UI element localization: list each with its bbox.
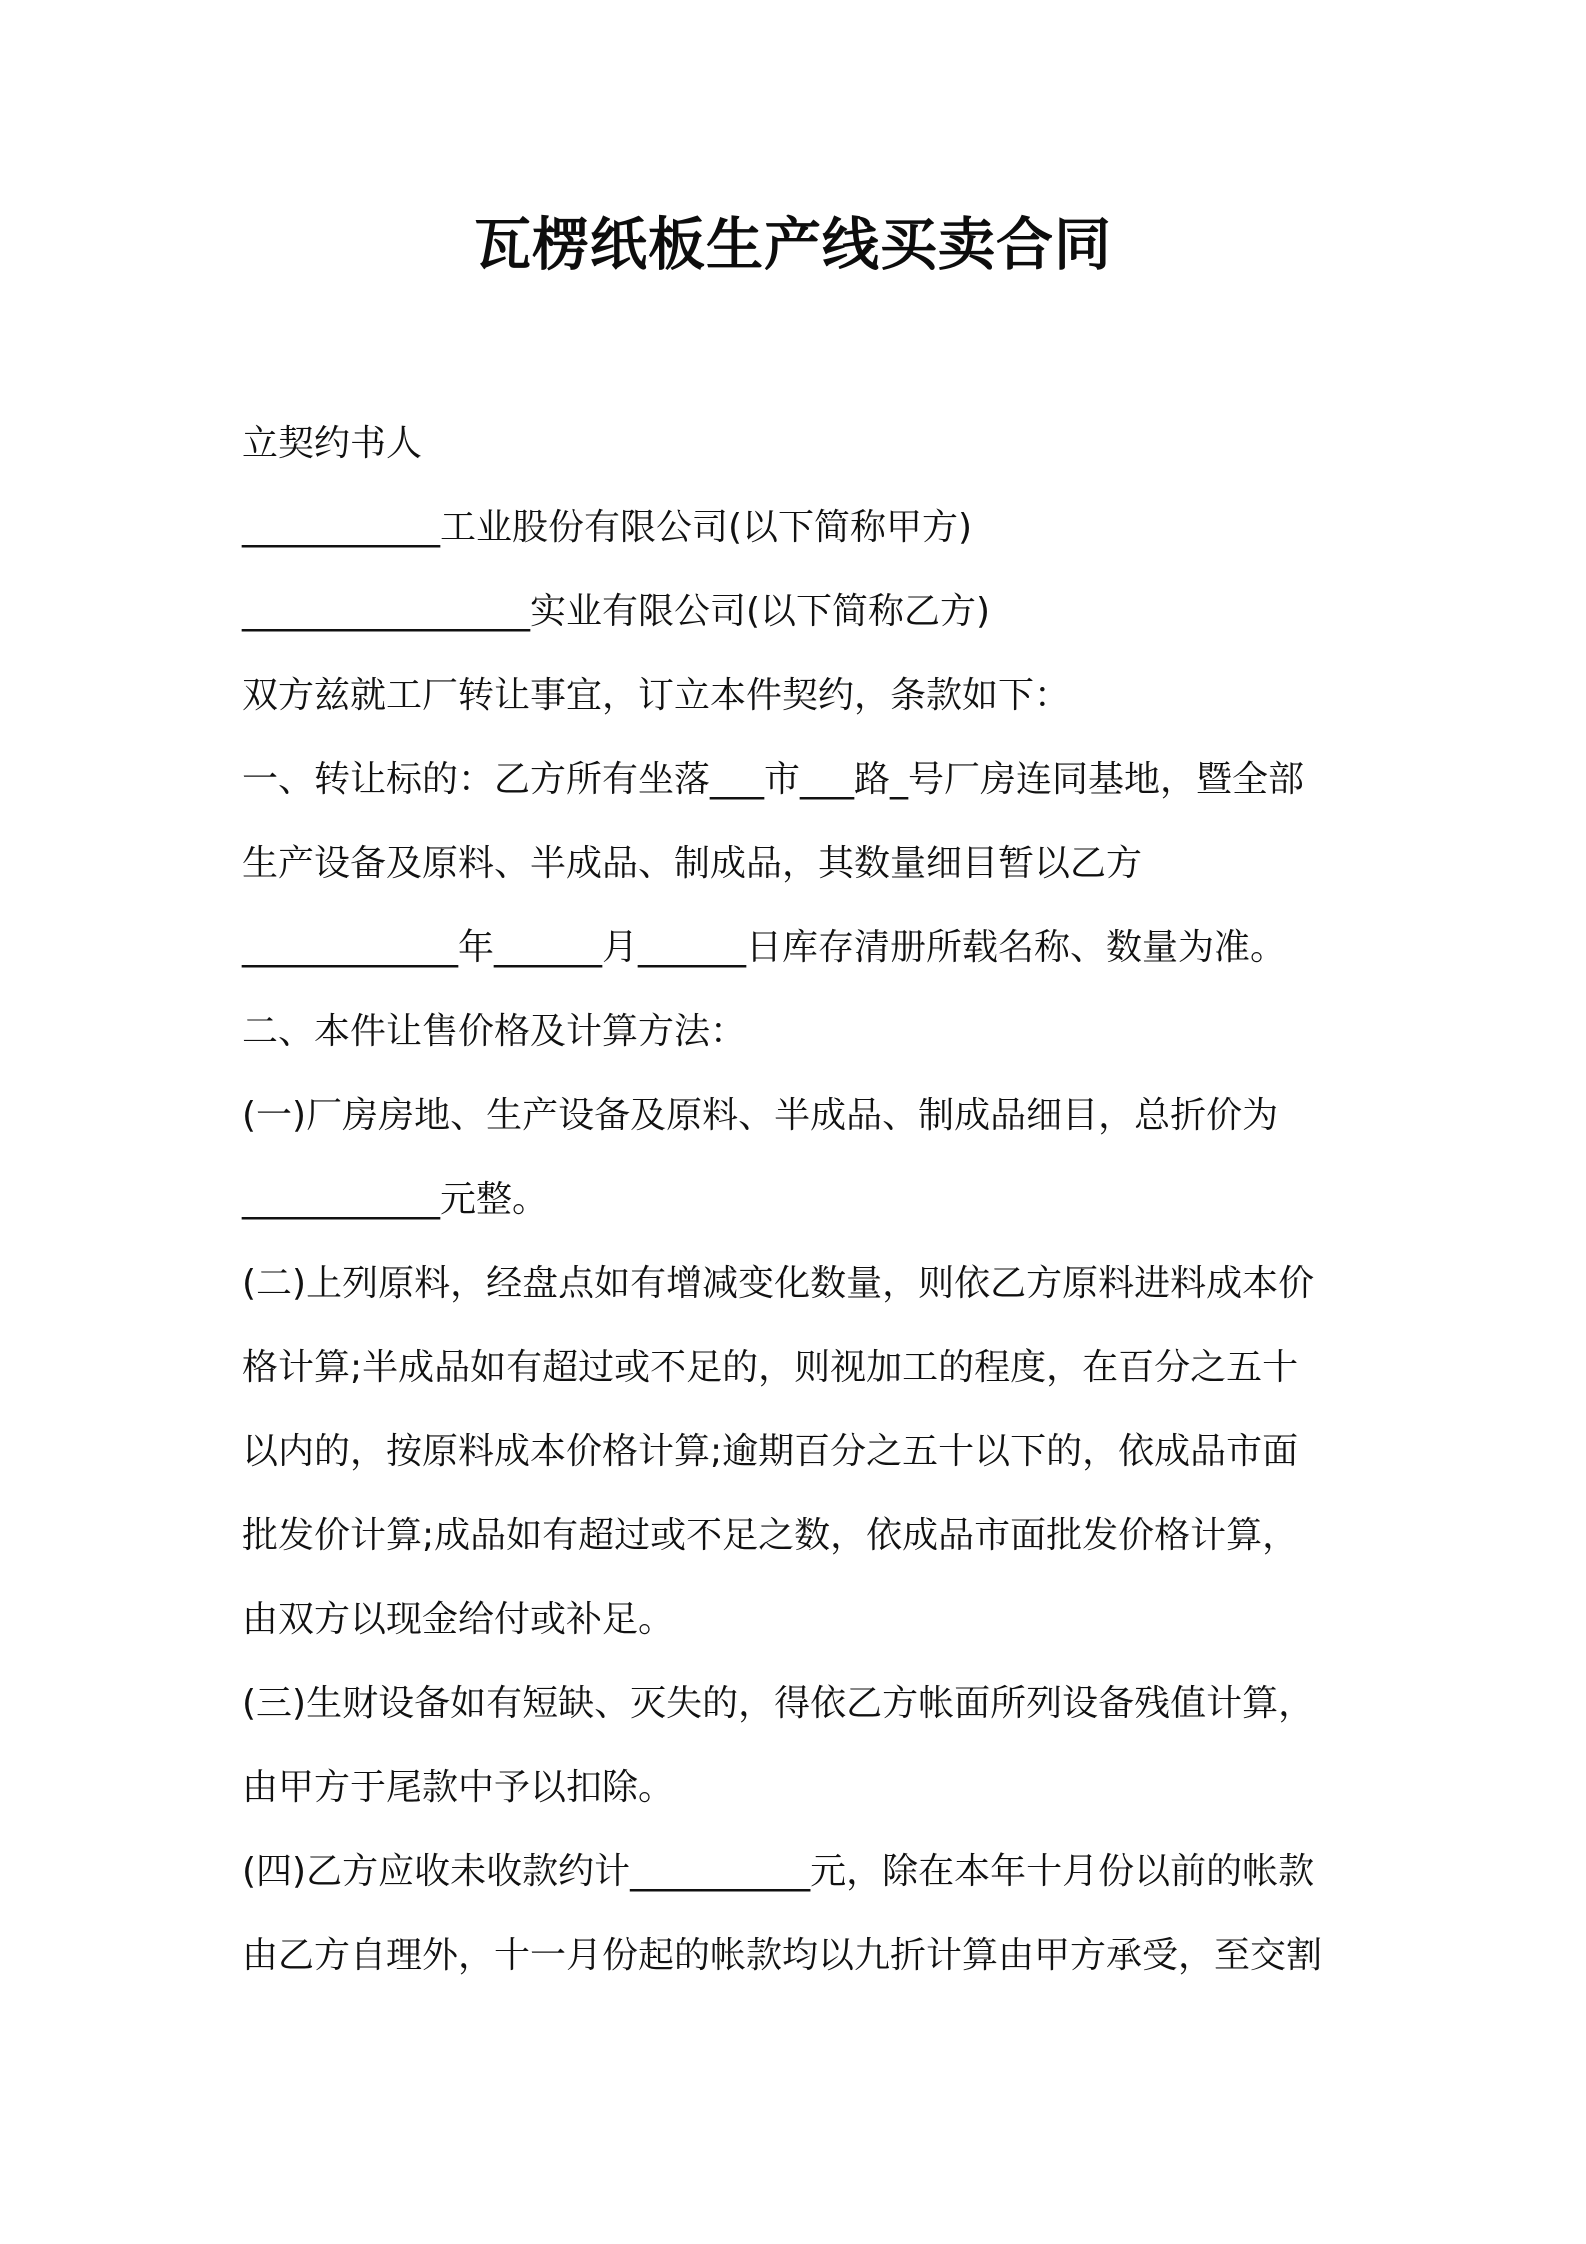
document-title: 瓦楞纸板生产线买卖合同 [474, 212, 1112, 278]
document-body [242, 402, 1352, 1998]
text-line-item-2-cont-3: 批发价计算;成品如有超过或不足之数，依成品市面批发价格计算， [242, 1515, 1299, 1556]
text-line-party-a: ___________工业股份有限公司(以下简称甲方) [242, 507, 973, 548]
text-line-party-b: ________________实业有限公司(以下简称乙方) [242, 591, 991, 632]
text-line-clause-1: 一、转让标的：乙方所有坐落___市___路_号厂房连同基地，暨全部 [242, 759, 1305, 800]
text-line-item-2-cont-1: 格计算;半成品如有超过或不足的，则视加工的程度，在百分之五十 [242, 1347, 1299, 1388]
text-line-clause-1-cont: 生产设备及原料、半成品、制成品，其数量细目暂以乙方 [242, 843, 1143, 884]
text-line-item-3: (三)生财设备如有短缺、灭失的，得依乙方帐面所列设备残值计算， [242, 1683, 1315, 1724]
text-line-item-1-amount: ___________元整。 [242, 1179, 549, 1220]
text-line-item-4: (四)乙方应收未收款约计__________元，除在本年十月份以前的帐款 [242, 1851, 1315, 1892]
text-line-preamble: 双方兹就工厂转让事宜，订立本件契约，条款如下： [242, 675, 1071, 716]
text-line-clause-1-date: ____________年______月______日库存清册所载名称、数量为准。 [242, 927, 1287, 968]
text-line-clause-2: 二、本件让售价格及计算方法： [242, 1011, 747, 1052]
text-line-item-1: (一)厂房房地、生产设备及原料、半成品、制成品细目，总折价为 [242, 1095, 1279, 1136]
text-line-item-2: (二)上列原料，经盘点如有增减变化数量，则依乙方原料进料成本价 [242, 1263, 1315, 1304]
text-line-item-2-cont-4: 由双方以现金给付或补足。 [242, 1599, 675, 1640]
text-line-item-3-cont: 由甲方于尾款中予以扣除。 [242, 1767, 675, 1808]
text-line-item-4-cont: 由乙方自理外，十一月份起的帐款均以九折计算由甲方承受，至交割 [242, 1935, 1323, 1976]
text-line-item-2-cont-2: 以内的，按原料成本价格计算;逾期百分之五十以下的，依成品市面 [242, 1431, 1299, 1472]
text-line-signatories: 立契约书人 [242, 423, 423, 464]
